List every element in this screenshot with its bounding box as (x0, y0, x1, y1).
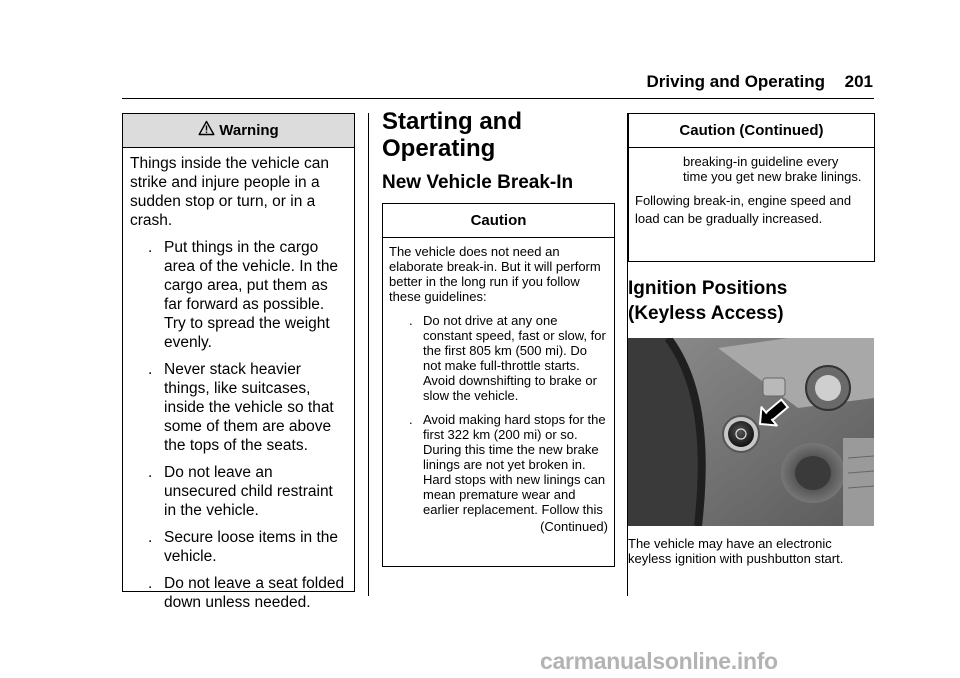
warning-item (130, 574, 346, 612)
bullet: . (148, 239, 153, 256)
caution-intro: The vehicle does not need an elaborate break-in. But it will perform better in the long run if you follow these guidelines: (389, 244, 601, 304)
warning-box (122, 113, 355, 611)
warning-body (123, 148, 354, 612)
caution-title: Caution (383, 204, 614, 238)
bullet: . (409, 412, 413, 427)
bullet: . (148, 575, 153, 592)
caution-continued-title: Caution (Continued) (629, 114, 874, 148)
warning-header (123, 114, 354, 148)
watermark: carmanualsonline.info (540, 648, 778, 674)
page-number: 201 (844, 72, 873, 91)
ignition-paragraph: The vehicle may have an electronic keyless ignition with pushbutton start. (628, 536, 844, 566)
warning-item-text: Never stack heavier things, like suitcases, inside the vehicle so that some of them are above the tops of the seats. (164, 361, 334, 454)
caution-item-continuation: breaking-in guideline every time you get new brake linings. (683, 154, 862, 184)
bullet: . (409, 313, 413, 328)
warning-triangle-icon (198, 120, 215, 141)
caution-item (389, 412, 608, 517)
warning-title: Warning (219, 122, 279, 139)
caution-body (383, 238, 614, 534)
warning-item (130, 463, 346, 520)
warning-item (130, 238, 346, 352)
warning-intro: Things inside the vehicle can strike and injure people in a sudden stop or turn, or in a crash. (130, 155, 330, 229)
ignition-heading (628, 276, 787, 326)
warning-item-text: Do not leave a seat folded down unless needed. (164, 575, 345, 611)
caution-item (389, 313, 608, 403)
caution-continued-text: Following break-in, engine speed and load can be gradually increased. (635, 193, 852, 226)
ignition-heading-line: (Keyless Access) (628, 303, 784, 324)
ignition-heading-line: Ignition Positions (628, 278, 788, 299)
caution-box (382, 203, 615, 567)
caution-continued-body (629, 148, 874, 228)
section-heading (382, 108, 522, 162)
subsection-heading: New Vehicle Break-In (382, 172, 574, 193)
warning-item (130, 360, 346, 455)
caution-continued-box (628, 113, 875, 262)
section-heading-line: Operating (382, 135, 496, 162)
column-divider-left (368, 113, 369, 596)
header-rule (122, 98, 874, 99)
ignition-button-photo (628, 338, 874, 526)
warning-item-text: Put things in the cargo area of the vehicle. In the cargo area, put them as far forward as possible. Try to spread the weight evenly. (164, 239, 339, 351)
running-header-title: Driving and Operating (646, 72, 825, 91)
continued-label: (Continued) (540, 519, 608, 534)
bullet: . (148, 361, 153, 378)
bullet: . (148, 529, 153, 546)
caution-item-text: Avoid making hard stops for the first 322 km (200 mi) or so. During this time the new brake linings are not yet broken in. Hard stops with new linings can mean premature wear and earlier replacement. Follow this (423, 412, 606, 517)
warning-item (130, 528, 346, 566)
section-heading-line: Starting and (382, 108, 523, 135)
caution-item-text: Do not drive at any one constant speed, fast or slow, for the first 805 km (500 mi). Do not make full-throttle starts. Avoid downshifting to brake or slow the vehicle. (423, 313, 606, 403)
warning-item-text: Secure loose items in the vehicle. (164, 529, 339, 565)
bullet: . (148, 464, 153, 481)
warning-item-text: Do not leave an unsecured child restraint in the vehicle. (164, 464, 333, 519)
